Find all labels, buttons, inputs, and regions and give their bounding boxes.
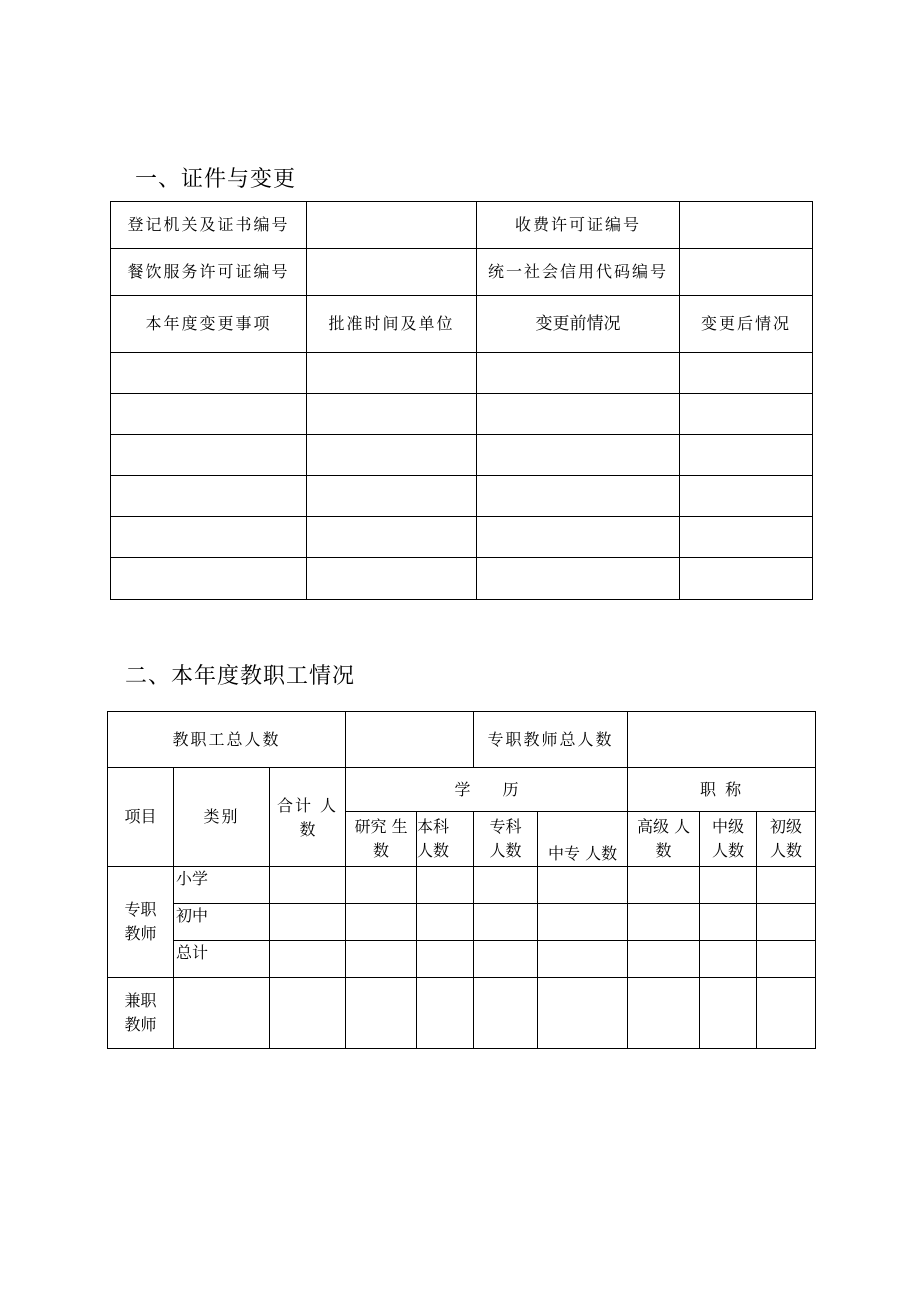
credit-code-value[interactable] — [680, 249, 813, 296]
education-header: 学 历 — [346, 768, 628, 812]
registration-value[interactable] — [307, 202, 477, 249]
table-row — [108, 978, 816, 1049]
total-staff-label: 教职工总人数 — [108, 712, 346, 768]
sum-header: 合计 人 数 — [270, 768, 346, 867]
fulltime-label: 专职 教师 — [108, 867, 174, 978]
middle-header: 中级 人数 — [700, 812, 757, 867]
registration-label: 登记机关及证书编号 — [111, 202, 307, 249]
fee-permit-label: 收费许可证编号 — [477, 202, 680, 249]
col-change-items: 本年度变更事项 — [111, 296, 307, 353]
table-row — [108, 941, 816, 978]
table-row — [108, 867, 816, 904]
fee-permit-value[interactable] — [680, 202, 813, 249]
total-teachers-value[interactable] — [628, 712, 816, 768]
certificates-table — [110, 201, 813, 600]
section2-heading: 二、本年度教职工情况 — [125, 664, 356, 689]
junior-high-label: 初中 — [174, 904, 270, 941]
category-header: 类别 — [174, 768, 270, 867]
table-row — [111, 435, 813, 476]
table-row — [111, 476, 813, 517]
table-row — [111, 558, 813, 600]
bachelor-header: 本科 人数 — [417, 812, 474, 867]
junior-header: 初级 人数 — [757, 812, 816, 867]
food-service-label: 餐饮服务许可证编号 — [111, 249, 307, 296]
total-teachers-label: 专职教师总人数 — [474, 712, 628, 768]
college-header: 专科 人数 — [474, 812, 538, 867]
subtotal-label: 总计 — [174, 941, 270, 978]
parttime-label: 兼职 教师 — [108, 978, 174, 1049]
table-row — [108, 904, 816, 941]
table-row — [111, 394, 813, 435]
table-row — [111, 517, 813, 558]
section1-heading: 一、证件与变更 — [135, 167, 297, 192]
total-staff-value[interactable] — [346, 712, 474, 768]
graduate-header: 研究 生 数 — [346, 812, 417, 867]
secondary-header: 中专 人数 — [538, 812, 628, 867]
title-header: 职 称 — [628, 768, 816, 812]
credit-code-label: 统一社会信用代码编号 — [477, 249, 680, 296]
senior-header: 高级 人 数 — [628, 812, 700, 867]
primary-label: 小学 — [174, 867, 270, 904]
staff-table — [107, 711, 816, 1049]
table-row — [111, 353, 813, 394]
col-before: 变更前情况 — [477, 296, 680, 353]
item-header: 项目 — [108, 768, 174, 867]
food-service-value[interactable] — [307, 249, 477, 296]
col-after: 变更后情况 — [680, 296, 813, 353]
col-approval: 批准时间及单位 — [307, 296, 477, 353]
